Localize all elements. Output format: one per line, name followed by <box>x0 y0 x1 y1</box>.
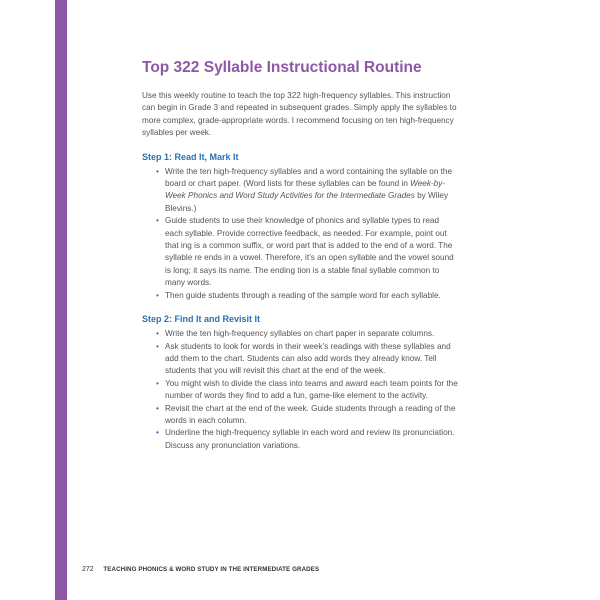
bullet-icon: • <box>156 403 159 413</box>
running-head: TEACHING PHONICS & WORD STUDY IN THE INTERMEDIATE GRADES <box>103 566 320 573</box>
step2-bullet-text: You might wish to divide the class into teams and award each team points for the number of words they find to add a fun, game-like element to the activity. <box>165 378 458 401</box>
side-color-bar <box>55 0 67 600</box>
step1-heading: Step 1: Read It, Mark It <box>142 151 239 162</box>
step1-bullet1-text: Write the ten high-frequency syllables and a word containing the syllable on the board or chart paper. (Word lists for these syllables can be found in <box>165 166 453 189</box>
bullet-icon: • <box>156 341 159 351</box>
step2-list <box>142 328 458 452</box>
page-footer <box>82 566 319 573</box>
bullet-icon: • <box>156 329 159 339</box>
step2-bullet-text: Ask students to look for words in their week’s readings with these syllables and add them to the chart. Students can also add words they already know. Tell students that you will revisit this chart at the end of the week. <box>165 341 451 376</box>
list-item <box>156 290 458 302</box>
step2-bullet-text: Revisit the chart at the end of the week. Guide students through a reading of the words in each column. <box>165 403 456 425</box>
list-item <box>156 166 458 216</box>
bullet-icon: • <box>156 290 159 300</box>
bullet-icon: • <box>156 216 159 226</box>
step1-bullet3-text: Then guide students through a reading of the sample word for each syllable. <box>165 290 441 300</box>
page-title: Top 322 Syllable Instructional Routine <box>142 59 422 76</box>
list-item <box>156 215 458 289</box>
list-item <box>156 341 458 378</box>
step1-bullet1-tail: by Wiley Blevins.) <box>165 191 449 213</box>
intro-paragraph: Use this weekly routine to teach the top 322 high-frequency syllables. This instruction can begin in Grade 3 and repeated in subsequent grades. Simply apply the syllables to more complex, grade-appropriate words. I recommend focusing on ten high-frequency syllables per week. <box>142 91 457 138</box>
step2-heading: Step 2: Find It and Revisit It <box>142 314 261 325</box>
list-item <box>156 403 458 428</box>
bullet-icon: • <box>156 378 159 388</box>
step1-list <box>142 166 458 302</box>
list-item <box>156 427 458 452</box>
page-number: 272 <box>82 566 94 573</box>
list-item <box>156 328 458 340</box>
list-item <box>156 378 458 403</box>
bullet-icon: • <box>156 166 159 176</box>
bullet-icon: • <box>156 428 159 438</box>
page-content <box>142 58 458 463</box>
step2-bullet-text: Write the ten high-frequency syllables on chart paper in separate columns. <box>165 329 435 339</box>
step1-bullet2-text: Guide students to use their knowledge of phonics and syllable types to read each syllable. Provide corrective feedback, as needed. For example, point out that ing is a common suffix, or word part that is added to the end of a word. The syllable re ends in a vowel. Therefore, it’s an open syllable and the vowel sound is long; it says its name. The ending tion is a stable final syllable common to many words. <box>165 216 454 288</box>
book-title: Week-by-Week Phonics and Word Study Activities for the Intermediate Grades <box>165 179 446 201</box>
step2-bullet-text: Underline the high-frequency syllable in each word and review its pronunciation. Discuss any pronunciation variations. <box>165 428 455 450</box>
